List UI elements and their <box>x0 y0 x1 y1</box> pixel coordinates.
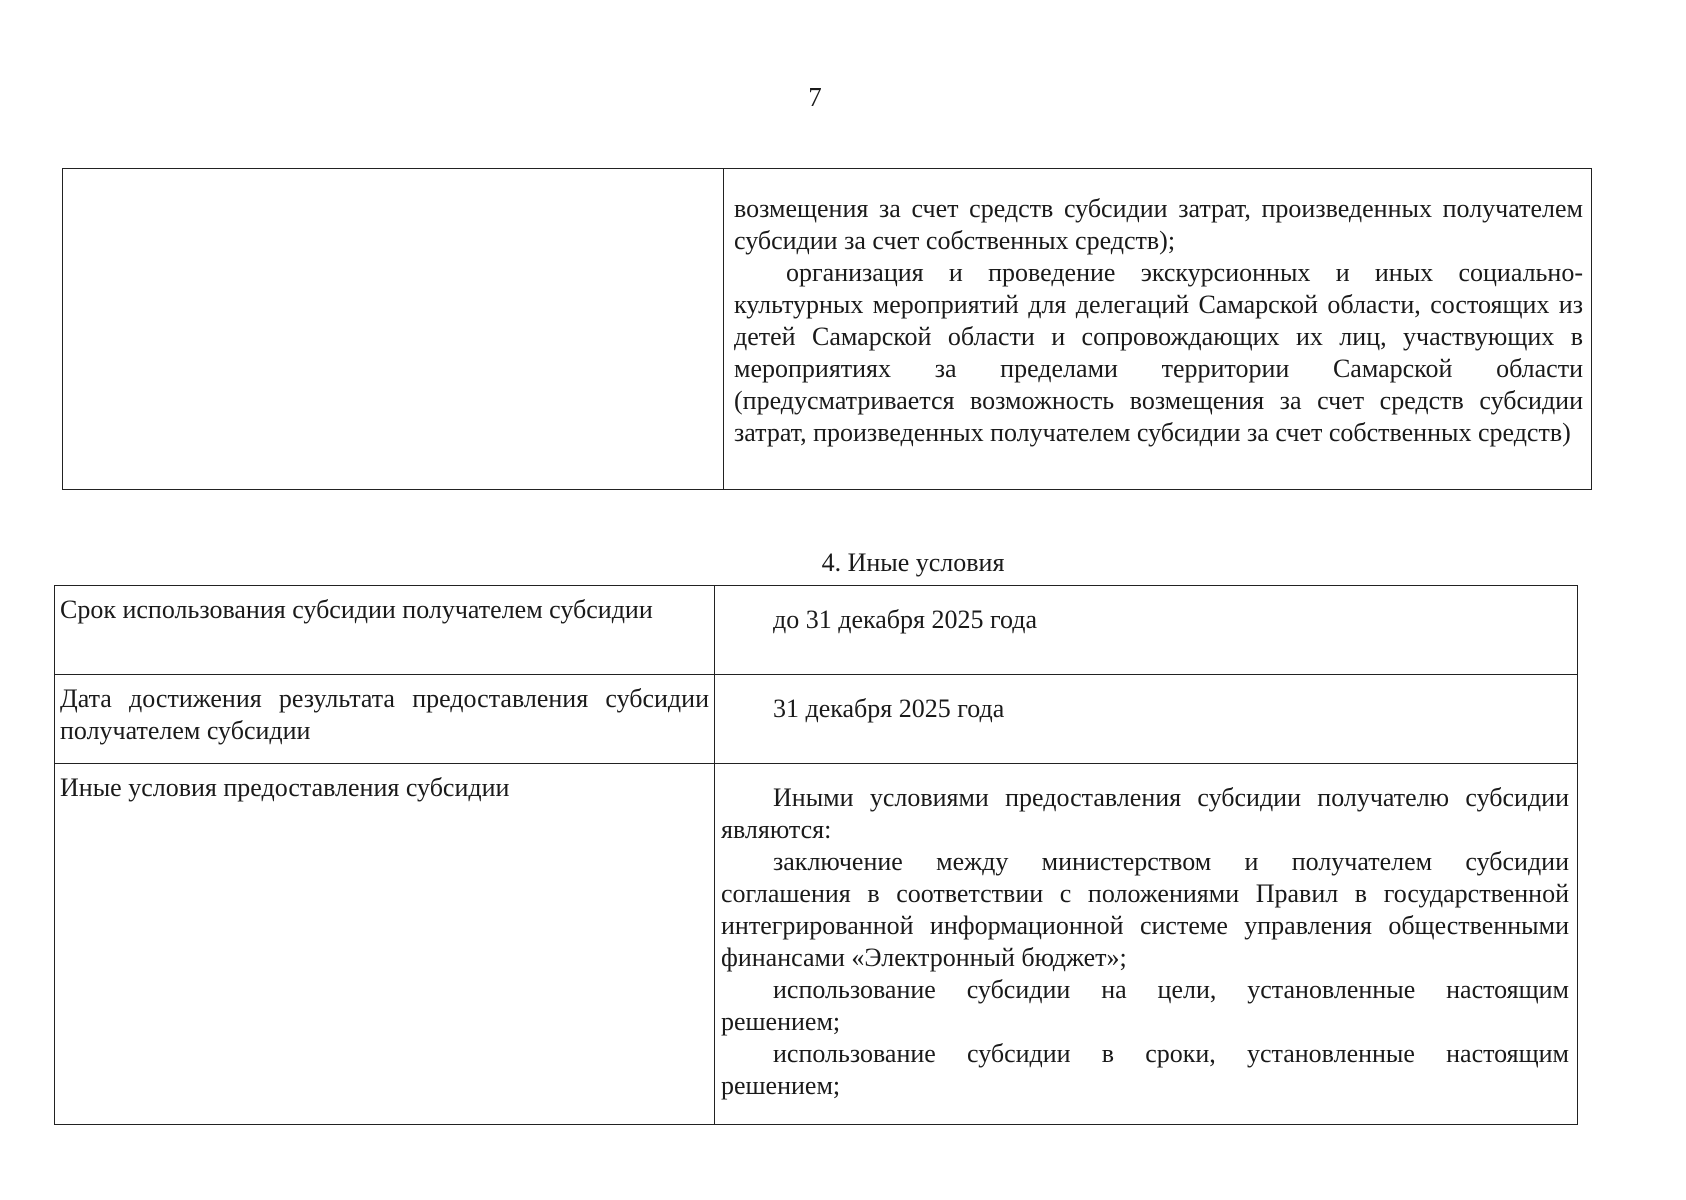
continuation-paragraph: организация и проведение экскурсионных и иных социально-культурных мероприятий для делегаций Самарской области, состоящих из детей Самарской области и сопровождающих их лиц, участвующих в мероприятиях за пределами территории Самарской области (предусматривается возможность возмещения за счет средств субсидии затрат, произведенных получателем субсидии за счет собственных средств) <box>734 258 1583 447</box>
continuation-text-cell <box>724 169 1592 490</box>
table-row <box>55 764 1578 1125</box>
row-value: до 31 декабря 2025 года <box>773 605 1037 634</box>
conditions-table <box>54 585 1578 1125</box>
table-row <box>55 586 1578 675</box>
continuation-paragraph: возмещения за счет средств субсидии затрат, произведенных получателем субсидии за счет собственных средств); <box>734 194 1583 255</box>
row-label: Дата достижения результата предоставления субсидии получателем субсидии <box>60 684 709 745</box>
condition-paragraph: использование субсидии на цели, установленные настоящим решением; <box>721 975 1569 1036</box>
table-row <box>55 675 1578 764</box>
row-label-cell <box>55 764 715 1125</box>
table-row <box>63 169 1592 490</box>
row-value-cell <box>715 586 1578 675</box>
continuation-table <box>62 168 1592 490</box>
page-number: 7 <box>808 82 822 112</box>
condition-paragraph: использование субсидии в сроки, установленные настоящим решением; <box>721 1039 1569 1100</box>
row-value: 31 декабря 2025 года <box>773 694 1005 723</box>
section-heading: 4. Иные условия <box>821 548 1005 577</box>
condition-paragraph: Иными условиями предоставления субсидии получателю субсидии являются: <box>721 783 1569 844</box>
row-label-cell <box>55 675 715 764</box>
row-value-cell <box>715 764 1578 1125</box>
row-label: Иные условия предоставления субсидии <box>60 773 510 802</box>
row-value-cell <box>715 675 1578 764</box>
row-label-cell <box>55 586 715 675</box>
empty-left-cell <box>63 169 724 490</box>
condition-paragraph: заключение между министерством и получателем субсидии соглашения в соответствии с положениями Правил в государственной интегрированной информационной системе управления общественными финансами «Электронный бюджет»; <box>721 847 1569 972</box>
row-label: Срок использования субсидии получателем субсидии <box>60 595 653 624</box>
